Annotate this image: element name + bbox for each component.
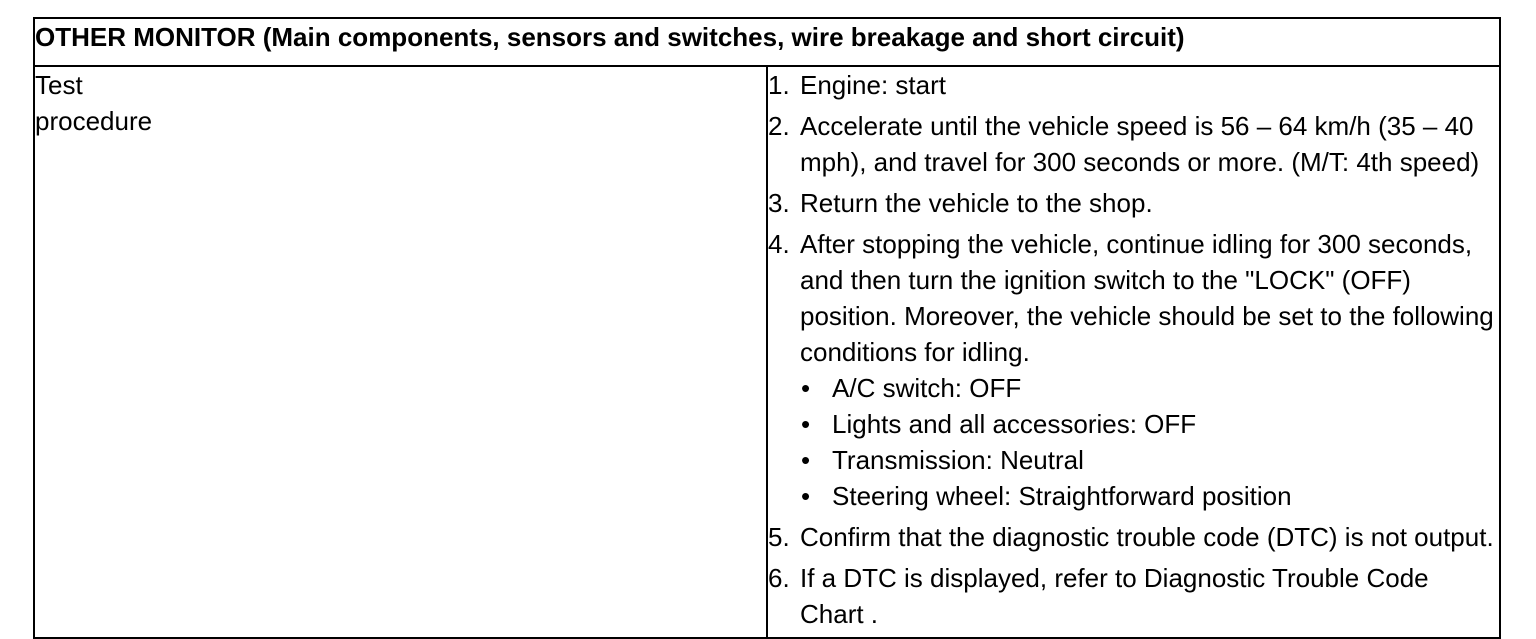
condition-text: Steering wheel: Straightforward position	[832, 481, 1292, 511]
step-number: 6.	[768, 563, 790, 593]
step-text: Engine: start	[800, 70, 946, 100]
bullet-icon: •	[801, 481, 811, 511]
condition-item	[800, 442, 1499, 478]
step-text: Return the vehicle to the shop.	[800, 188, 1153, 218]
step-number: 1.	[768, 70, 790, 100]
step-item	[768, 185, 1499, 221]
step-item	[768, 560, 1499, 632]
step-number: 5.	[768, 522, 790, 552]
procedure-content	[767, 66, 1500, 638]
step-text: Accelerate until the vehicle speed is 56 – 64 km/h (35 – 40 mph), and travel for 300 seconds or more. (M/T: 4th speed)	[800, 111, 1480, 177]
condition-item	[800, 406, 1499, 442]
bullet-icon: •	[801, 373, 811, 403]
condition-item	[800, 370, 1499, 406]
idling-conditions-list	[800, 370, 1499, 514]
row-label-line-2: procedure	[35, 106, 153, 136]
step-item	[768, 226, 1499, 514]
row-label-line-1: Test	[35, 70, 83, 100]
steps-list	[768, 67, 1499, 632]
step-text: After stopping the vehicle, continue idling for 300 seconds, and then turn the ignition switch to the "LOCK" (OFF) position. Moreover, the vehicle should be set to the following conditions for idling.	[800, 229, 1494, 367]
header-row	[34, 18, 1500, 66]
step-item	[768, 108, 1499, 180]
step-text: If a DTC is displayed, refer to Diagnostic Trouble Code Chart .	[800, 563, 1429, 629]
table-header: OTHER MONITOR (Main components, sensors and switches, wire breakage and short circuit)	[34, 18, 1500, 66]
bullet-icon: •	[801, 409, 811, 439]
step-number: 4.	[768, 229, 790, 259]
condition-text: Lights and all accessories: OFF	[832, 409, 1197, 439]
step-body	[800, 226, 1499, 514]
step-number: 3.	[768, 188, 790, 218]
condition-text: Transmission: Neutral	[832, 445, 1084, 475]
test-procedure-table	[33, 17, 1501, 639]
step-item	[768, 519, 1499, 555]
condition-text: A/C switch: OFF	[832, 373, 1022, 403]
step-item	[768, 67, 1499, 103]
condition-item	[800, 478, 1499, 514]
bullet-icon: •	[801, 445, 811, 475]
step-number: 2.	[768, 111, 790, 141]
procedure-row	[34, 66, 1500, 638]
row-label	[34, 66, 767, 638]
step-text: Confirm that the diagnostic trouble code (DTC) is not output.	[800, 522, 1494, 552]
